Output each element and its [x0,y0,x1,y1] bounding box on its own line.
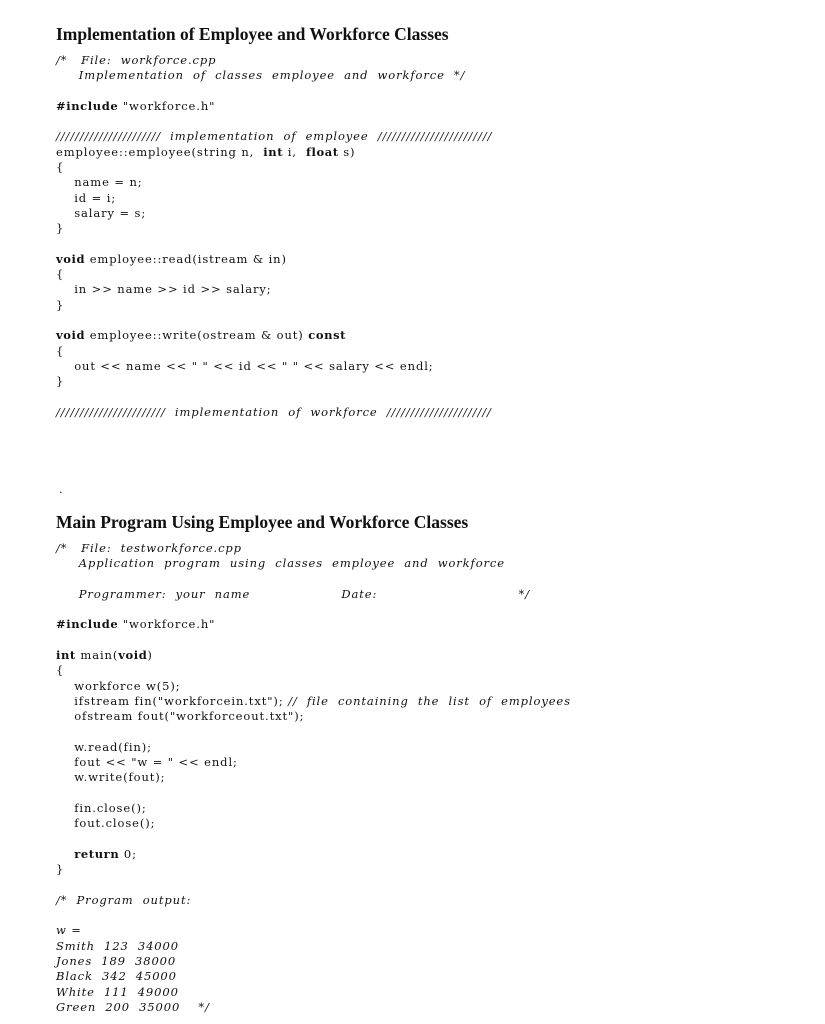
keyword-void: void [56,328,86,343]
code-line-declare-workforce: workforce w(5); [56,678,181,693]
code-line-read-call: w.read(fin); [56,739,152,754]
include-filename: "workforce.h" [118,617,216,632]
code-line-close-brace: } [56,862,65,877]
code-line-include [56,617,796,632]
code-blank-line [56,390,796,405]
code-line-open-brace: { [56,160,65,175]
output-row: Black 342 45000 [56,969,177,984]
section-title-workforce-implementation: Implementation of Employee and Workforce Classes [56,24,449,44]
workforce-implementation-section [56,24,796,420]
testworkforce-cpp-code-listing [56,541,796,1015]
output-row: White 111 49000 [56,984,179,999]
code-blank-line [56,908,796,923]
ifstream-inline-comment: // file containing the list of employees [288,693,571,708]
keyword-int: int [263,144,284,159]
code-line-application-comment: Application program using classes employee and workforce [56,556,505,571]
code-blank-line [56,237,796,252]
code-blank-line [56,313,796,328]
code-line-workforce-divider: /////////////////////// implementation of workforce ////////////////////// [56,404,492,419]
code-line-read-signature [56,252,796,267]
main-program-section [56,512,796,1015]
output-w-label: w = [56,923,82,938]
return-value: 0; [119,846,137,861]
code-line-main-signature [56,648,796,663]
constructor-signature-part: i, [283,144,306,159]
code-line-assign-salary: salary = s; [56,205,147,220]
code-line-output-comment-header: /* Program output: [56,892,192,907]
section-title-main-program: Main Program Using Employee and Workforce Classes [56,512,469,532]
constructor-signature-part: s) [338,144,356,159]
code-line-constructor-signature [56,145,796,160]
code-line-assign-id: id = i; [56,190,117,205]
code-line-programmer-comment: Programmer: your name Date: */ [56,586,530,601]
main-signature-part: main( [75,648,119,663]
output-row: Green 200 35000 */ [56,999,210,1014]
keyword-void: void [56,251,86,266]
code-line-open-brace: { [56,343,65,358]
stray-dot-mark: . [59,483,63,496]
code-blank-line [56,114,796,129]
code-line-implementation-comment: Implementation of classes employee and workforce */ [56,68,466,83]
keyword-void: void [118,648,148,663]
keyword-int: int [56,648,76,663]
code-line-write-call: w.write(fout); [56,770,166,785]
code-blank-line [56,602,796,617]
output-row: Smith 123 34000 [56,938,179,953]
constructor-signature-part: employee::employee(string n, [56,144,264,159]
code-line-fout-print: fout << "w = " << endl; [56,755,238,770]
keyword-include: #include [56,617,119,632]
code-line-close-brace: } [56,297,65,312]
code-line-return [56,847,796,862]
code-line-write-body: out << name << " " << id << " " << salary << endl; [56,358,434,373]
code-blank-line [56,725,796,740]
code-blank-line [56,572,796,587]
code-line-declare-ifstream [56,694,796,709]
code-blank-line [56,84,796,99]
code-line-declare-ofstream: ofstream fout("workforceout.txt"); [56,709,305,724]
code-line-open-brace: { [56,267,65,282]
main-signature-part: ) [147,648,153,663]
code-line-fout-close: fout.close(); [56,816,156,831]
write-signature-text: employee::write(ostream & out) [85,328,309,343]
ifstream-declaration: ifstream fin("workforcein.txt"); [56,693,289,708]
code-line-fin-close: fin.close(); [56,801,147,816]
code-line-open-brace: { [56,663,65,678]
code-line-file-comment: /* File: workforce.cpp [56,53,217,67]
keyword-float: float [305,144,339,159]
code-line-read-body: in >> name >> id >> salary; [56,282,272,297]
code-line-close-brace: } [56,221,65,236]
keyword-include: #include [56,98,119,113]
indent [56,847,74,861]
code-blank-line [56,878,796,893]
code-line-employee-divider: ////////////////////// implementation of employee //////////////////////// [56,129,493,144]
keyword-return: return [74,846,120,861]
code-blank-line [56,832,796,847]
workforce-cpp-code-listing [56,53,796,420]
code-line-include [56,99,796,114]
code-line-file-comment: /* File: testworkforce.cpp [56,541,242,555]
include-filename: "workforce.h" [118,98,216,113]
code-line-close-brace: } [56,374,65,389]
read-signature-text: employee::read(istream & in) [85,251,287,266]
code-line-write-signature [56,328,796,343]
code-line-assign-name: name = n; [56,175,143,190]
code-blank-line [56,633,796,648]
keyword-const: const [308,328,347,343]
output-row: Jones 189 38000 [56,954,177,969]
code-blank-line [56,786,796,801]
